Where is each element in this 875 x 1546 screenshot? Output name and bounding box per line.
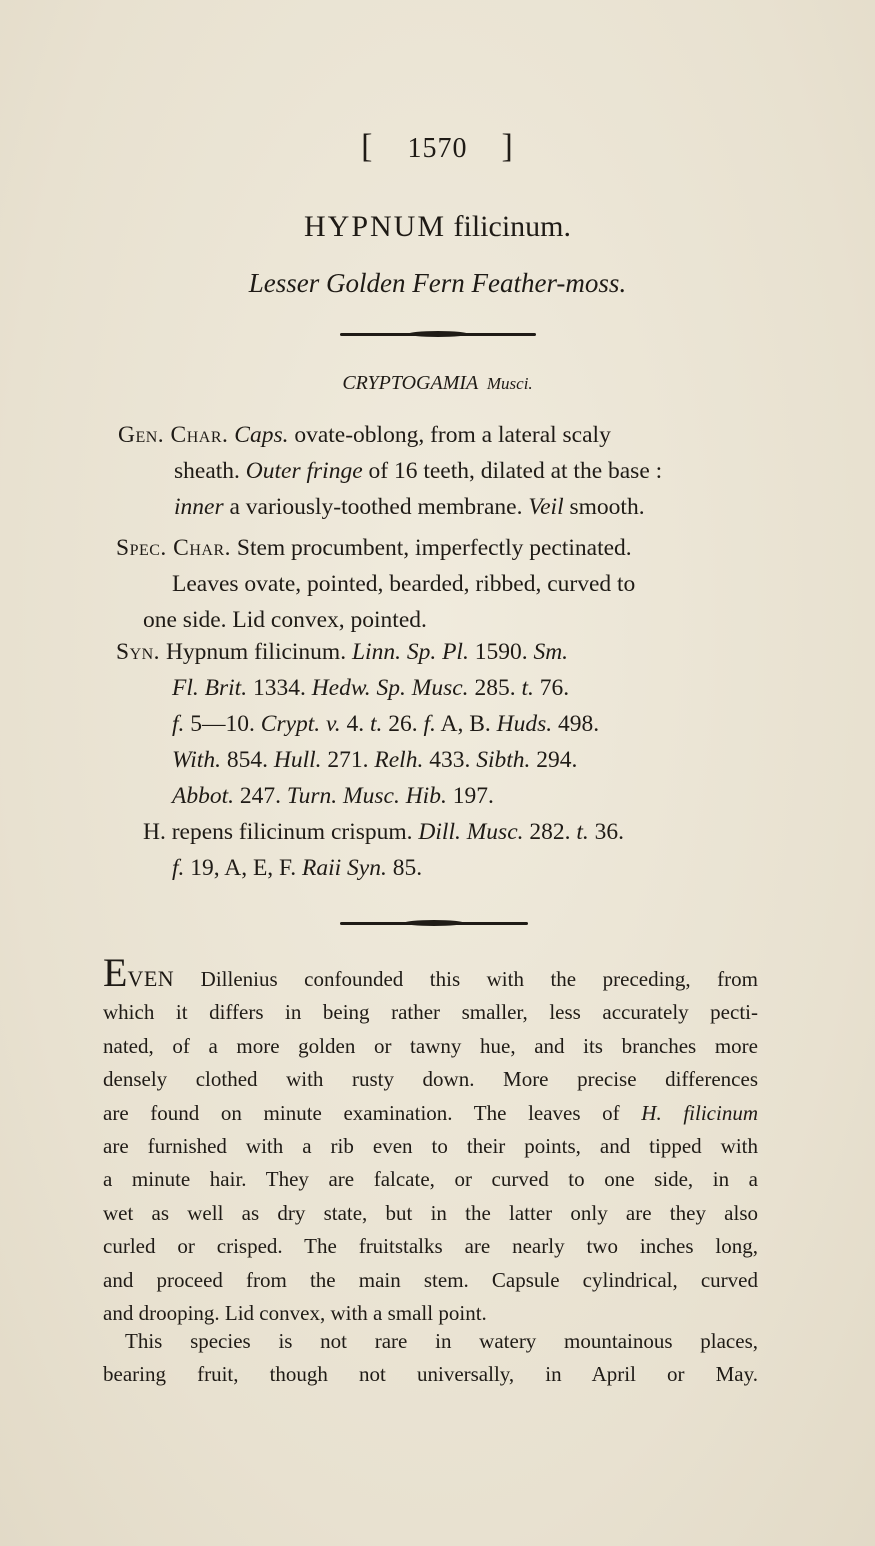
page-number-value: 1570 [407, 133, 468, 164]
habitat-line: This species is not rare in watery mountainous places, [125, 1329, 758, 1353]
syn-text: Sibth. [476, 747, 531, 773]
gen-char-text: inner [174, 494, 224, 520]
syn-text: 1590. [468, 639, 534, 665]
spec-char-text: Leaves ovate, pointed, bearded, ribbed, curved to [172, 571, 636, 597]
page-number [0, 128, 875, 166]
description-line: H. filicinum [641, 1100, 759, 1125]
syn-text: 285. [468, 675, 522, 701]
description-line: nated, of a more golden or tawny hue, and its branches more [103, 1033, 758, 1058]
syn-text: 271. [321, 747, 375, 773]
syn-text: Fl. Brit. [172, 675, 248, 701]
classification [0, 372, 875, 395]
syn-text: 36. [588, 819, 625, 845]
syn-text: 433. [423, 747, 477, 773]
syn-text: 5—10. [184, 711, 261, 737]
habitat-line: bearing fruit, though not universally, in April or May. [103, 1362, 758, 1387]
bracket-left: [ [361, 128, 374, 165]
syn-text: 294. [530, 747, 578, 773]
syn-text: H. repens filicinum crispum. [143, 819, 419, 845]
syn-text: Hypnum filicinum. [160, 639, 352, 665]
syn-text: f. [172, 855, 185, 881]
syn-text: Crypt. v. [260, 711, 341, 737]
syn-text: 498. [552, 711, 600, 737]
description-line: a minute hair. They are falcate, or curved to one side, in a [103, 1167, 758, 1192]
description-line: are found on minute examination. The leaves of [103, 1100, 642, 1125]
syn-text: 854. [220, 747, 274, 773]
habitat-paragraph [103, 1325, 758, 1392]
syn-text: t. [576, 819, 589, 845]
syn-label: Syn. [116, 639, 161, 665]
ornamental-rule [340, 333, 536, 336]
syn-text: 197. [446, 783, 494, 809]
genus-name: HYPNUM [303, 210, 447, 243]
description-paragraph [103, 950, 759, 1330]
order-name: Musci. [486, 374, 533, 393]
syn-text: Huds. [496, 711, 553, 737]
spec-char-text: Stem procumbent, imperfectly pectinated. [231, 535, 632, 561]
syn-text: 19, A, E, F. [184, 855, 302, 881]
syn-text: f. [423, 711, 436, 737]
syn-text: 26. [382, 711, 424, 737]
description-line: are furnished with a rib even to their points, and tipped with [103, 1134, 758, 1159]
bracket-right: ] [501, 128, 514, 165]
syn-text: 1334. [247, 675, 312, 701]
drop-cap: E [103, 950, 128, 995]
ornamental-rule [340, 922, 528, 925]
specific-character [116, 530, 766, 638]
syn-text: 282. [523, 819, 577, 845]
description-line: which it differs in being rather smaller, less accurately pecti- [103, 1000, 758, 1025]
gen-char-text: Caps. [234, 422, 289, 448]
generic-character [118, 417, 768, 525]
spec-char-label: Spec. Char. [116, 535, 231, 561]
common-name: Lesser Golden Fern Feather-moss. [248, 268, 627, 298]
syn-text: t. [370, 711, 383, 737]
synonyms [116, 634, 766, 886]
syn-text: f. [172, 711, 185, 737]
syn-text: Hedw. Sp. Musc. [311, 675, 469, 701]
syn-text: 76. [533, 675, 570, 701]
gen-char-text: a variously-toothed membrane. [223, 494, 529, 520]
gen-char-text: of 16 teeth, dilated at the base : [362, 458, 663, 484]
description-line: wet as well as dry state, but in the latter only are they also [103, 1200, 758, 1225]
syn-text: A, B. [435, 711, 497, 737]
syn-text: t. [521, 675, 534, 701]
gen-char-text: smooth. [563, 494, 645, 520]
species-title [0, 210, 875, 244]
syn-text: Raii Syn. [302, 855, 387, 881]
gen-char-label: Gen. Char. [118, 422, 229, 448]
gen-char-text: ovate-oblong, from a lateral scaly [288, 422, 611, 448]
syn-text: 85. [386, 855, 423, 881]
species-name: filicinum. [453, 210, 571, 243]
description-line: Dillenius confounded this with the preceding, from [174, 967, 758, 991]
description-line: and proceed from the main stem. Capsule cylindrical, curved [103, 1267, 758, 1292]
gen-char-text: sheath. [174, 458, 246, 484]
syn-text: Abbot. [172, 783, 235, 809]
syn-text: Dill. Musc. [418, 819, 524, 845]
description-line: densely clothed with rusty down. More precise differences [103, 1067, 758, 1092]
description-line: and drooping. Lid convex, with a small point. [103, 1301, 487, 1326]
class-name: CRYPTOGAMIA [342, 372, 478, 394]
syn-text: Turn. Musc. Hib. [286, 783, 447, 809]
gen-char-text: Veil [528, 494, 564, 520]
syn-text: With. [172, 747, 221, 773]
caps-word: VEN [127, 966, 175, 991]
description-line: curled or crisped. The fruitstalks are nearly two inches long, [103, 1234, 758, 1259]
syn-text: Hull. [273, 747, 322, 773]
spec-char-text: one side. Lid convex, pointed. [143, 607, 427, 633]
syn-text: 4. [340, 711, 370, 737]
syn-text: Sm. [533, 639, 569, 665]
syn-text: Relh. [374, 747, 424, 773]
syn-text: Linn. Sp. Pl. [351, 639, 469, 665]
gen-char-text: Outer fringe [245, 458, 363, 484]
syn-text: 247. [234, 783, 287, 809]
